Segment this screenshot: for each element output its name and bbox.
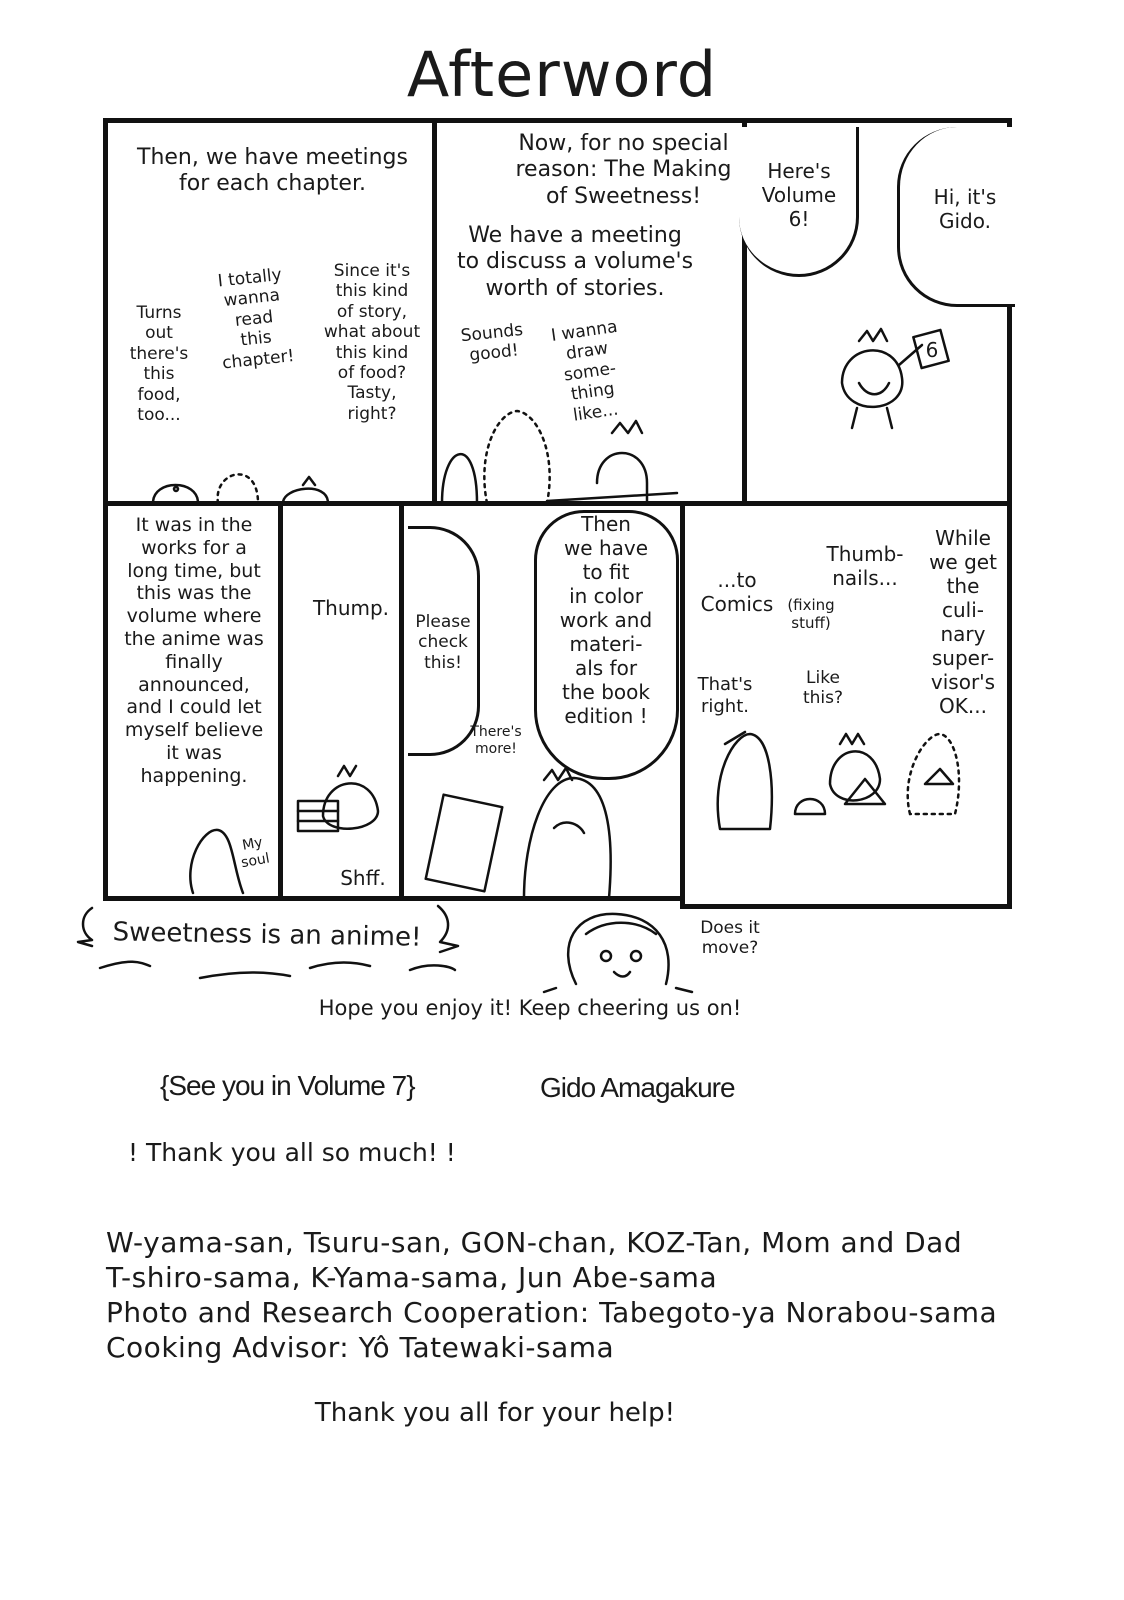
panel-1-caption: Then, we have meetings for each chapter. (137, 145, 408, 197)
panel-1-line-3: Since it's this kind of story, what about this kind of food? Tasty, right? (323, 261, 421, 424)
panel-7-line-4: While we get the culi- nary super- visor's OK... (929, 526, 997, 718)
panel-5-sfx-2: Shff. (340, 866, 386, 890)
credits-line-4: Cooking Advisor: Yô Tatewaki-sama (106, 1331, 615, 1364)
credits-line-1: W-yama-san, Tsuru-san, GON-chan, KOZ-Tan, Mom and Dad (106, 1226, 963, 1259)
page-title: Afterword (406, 38, 718, 111)
panel-1 (103, 118, 437, 506)
panel-2-characters (437, 383, 742, 503)
panel-6 (399, 501, 685, 901)
panel-3-sign: 6 (925, 338, 939, 362)
panel-6-bubble-2-text: Then we have to fit in color work and materi- als for the book edition ! (559, 512, 653, 728)
panel-5 (278, 501, 404, 901)
panel-2-line-2: I wanna draw some- thing like... (549, 316, 620, 426)
panel-1-line-1: Turns out there's this food, too... (129, 303, 189, 425)
panel-7-line-5: That's right. (697, 674, 753, 717)
panel-7-line-6: Like this? (802, 668, 844, 709)
panel-2-caption-1: Now, for no special reason: The Making of Sweetness! (515, 131, 732, 209)
thanks-all-text: Thank you all so much! (145, 1138, 438, 1167)
panel-6-line-1: There's more! (470, 724, 522, 757)
enjoy-line: Hope you enjoy it! Keep cheering us on! (318, 996, 742, 1020)
signature: Gido Amagakure (540, 1072, 735, 1103)
thanks-help-line: Thank you all for your help! (314, 1398, 676, 1428)
panel-5-character (283, 736, 399, 856)
panel-2 (432, 118, 747, 506)
panel-7-line-2: Thumb- nails... (826, 542, 904, 590)
banner-text: Sweetness is an anime! (112, 917, 422, 953)
see-you-text: See you in Volume 7 (168, 1070, 407, 1101)
right-brace-icon: } (406, 1070, 415, 1101)
exclaim-left-icon: ! (128, 1138, 139, 1167)
panel-4-line-1: My soul (239, 834, 271, 872)
panel-1-characters (108, 381, 432, 501)
panel-7-characters (685, 714, 1007, 874)
panel-7 (680, 501, 1012, 909)
panel-7-line-3: (fixing stuff) (787, 596, 835, 632)
panel-4-soul (108, 808, 278, 898)
panel-4-caption: It was in the works for a long time, but this was the volume where the anime was finally announced, and I could let myself believe it was happening. (124, 514, 264, 787)
panel-1-line-2: I totally wanna read this chapter! (216, 264, 296, 374)
panel-2-caption-2: We have a meeting to discuss a volume's worth of stories. (456, 223, 694, 301)
panel-6-bubble-1-text: Please check this! (415, 612, 471, 673)
panel-3-bubble-2-text: Hi, it's Gido. (933, 185, 997, 233)
panel-6-character (404, 758, 680, 898)
panel-3-bubble-1-text: Here's Volume 6! (761, 159, 837, 231)
see-you-line (160, 1070, 440, 1102)
author-sketch (536, 904, 696, 994)
exclaim-right-icon: ! (445, 1138, 456, 1167)
panel-5-sfx-1: Thump. (312, 596, 390, 620)
thanks-all-line (128, 1138, 488, 1167)
panel-3 (742, 118, 1012, 506)
panel-2-line-1: Sounds good! (459, 319, 524, 366)
credits-line-3: Photo and Research Cooperation: Tabegoto-ya Norabou-sama (106, 1296, 998, 1329)
credits-line-2: T-shiro-sama, K-Yama-sama, Jun Abe-sama (106, 1261, 718, 1294)
left-brace-icon: { (160, 1070, 169, 1101)
panel-4 (103, 501, 283, 901)
panel-7-line-1: ...to Comics (700, 568, 774, 616)
panel-3-character (747, 303, 1007, 503)
does-it-move: Does it move? (700, 918, 760, 959)
